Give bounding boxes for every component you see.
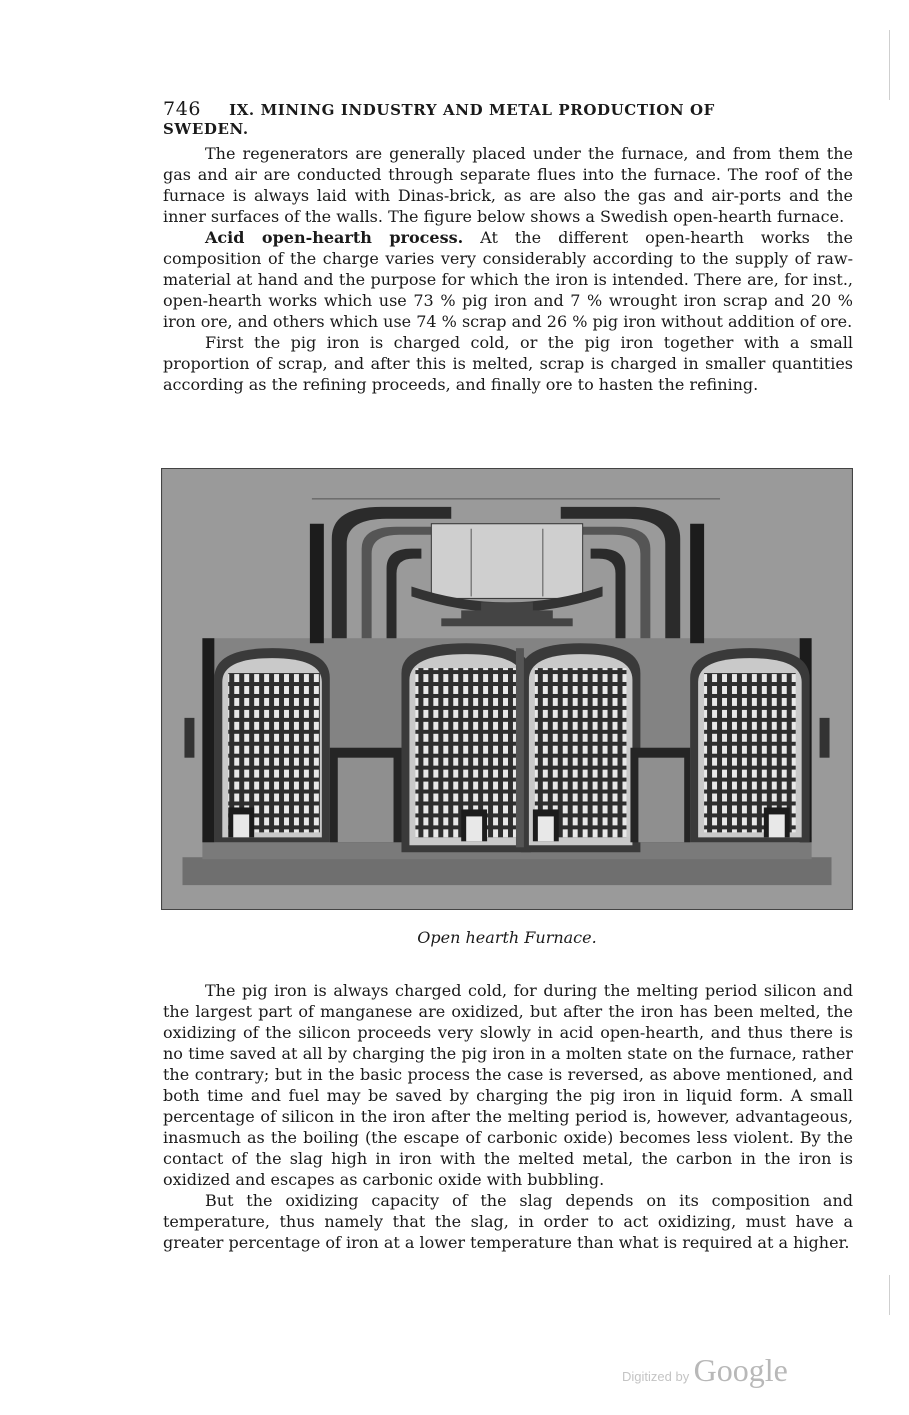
paragraph-acid-process [163, 227, 853, 332]
regenerator-right-inner [521, 643, 640, 852]
paragraph-pig-iron-charging: First the pig iron is charged cold, or the pig iron together with a small proportion of scrap, and after this is melted, scrap is charged in smaller quantities according as the refining proceeds, and finally ore to hasten the refining. [163, 333, 853, 394]
paragraph-regenerators: The regenerators are generally placed under the furnace, and from them the gas and air are conducted through separate flues into the furnace. The roof of the furnace is always laid with Dinas-brick, as are also the gas and air-ports and the inner surfaces of the walls. The figure below shows a Swedish open-hearth furnace. [163, 144, 853, 226]
body-text-top [163, 143, 853, 395]
running-title: IX. MINING INDUSTRY AND METAL PRODUCTION OF SWEDEN. [163, 101, 715, 138]
furnace-figure [161, 468, 853, 910]
page-number: 746 [163, 98, 202, 120]
paragraph-acid-text: At the different open-hearth works the composition of the charge varies very considerably according to the supply of raw-material at hand and the purpose for which the iron is intended. There are, for inst., open-hearth works which use 73 % pig iron and 7 % wrought iron scrap and 20 % iron ore, and others which use 74 % scrap and 26 % pig iron without addition of ore. [163, 228, 853, 331]
watermark-prefix: Digitized by [622, 1369, 690, 1384]
open-hearth-furnace-drawing [162, 469, 852, 909]
scan-edge-mark-lower [889, 1275, 890, 1315]
paragraph-melting-period: The pig iron is always charged cold, for during the melting period silicon and the largest part of manganese are oxidized, but after the iron has been melted, the oxidizing of the silicon proceeds very slowly in acid open-hearth, and thus there is no time saved at all by charging the pig iron in a molten state on the furnace, rather the contrary; but in the basic process the case is reversed, as above mentioned, and both time and fuel may be saved by charging the pig iron in liquid form. A small percentage of silicon in the iron after the melting period is, however, advantageous, inasmuch as the boiling (the escape of carbonic oxide) becomes less violent. By the contact of the slag high in iron with the melted metal, the carbon in the iron is oxidized and escapes as carbonic oxide with bubbling. [163, 981, 853, 1189]
running-header [163, 98, 803, 138]
figure-caption: Open hearth Furnace. [417, 928, 597, 947]
scan-edge-mark [889, 30, 890, 100]
regenerator-right-outer [690, 648, 809, 842]
google-logo: Google [693, 1352, 788, 1388]
paragraph-oxidizing-capacity: But the oxidizing capacity of the slag depends on its composition and temperature, thus namely that the slag, in order to act oxidizing, must have a greater percentage of iron at a lower temperature than what is required at a higher. [163, 1191, 853, 1252]
digitized-watermark [622, 1352, 788, 1389]
regenerator-left-outer [214, 648, 329, 842]
runin-heading: Acid open-hearth process. [205, 228, 464, 247]
regenerator-left-inner [401, 643, 530, 852]
body-text-bottom [163, 980, 853, 1253]
